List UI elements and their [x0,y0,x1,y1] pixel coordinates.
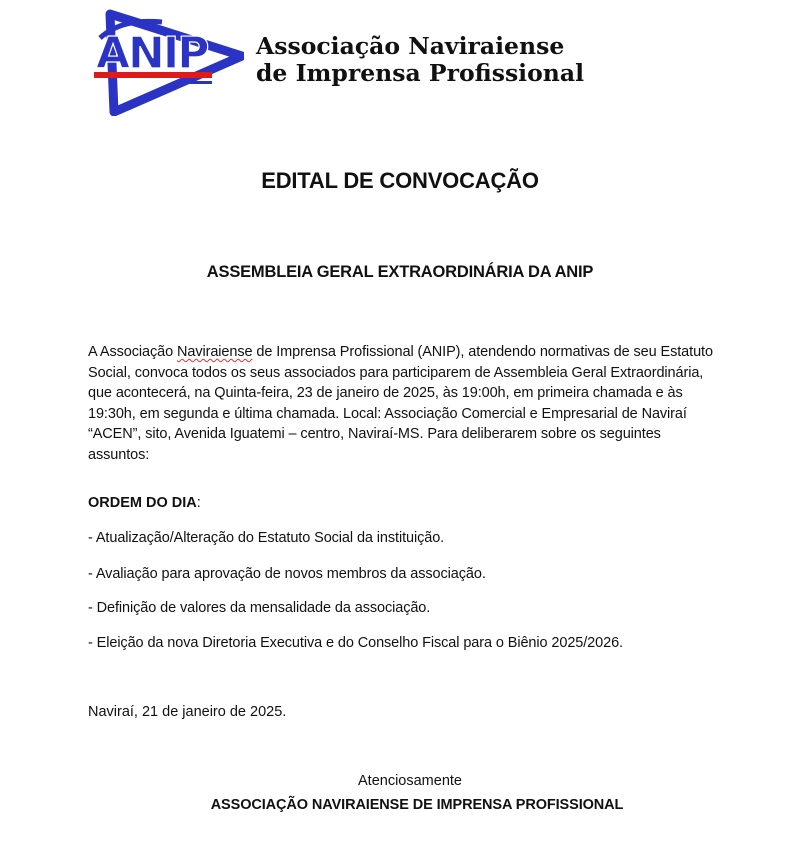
convocation-paragraph [88,342,724,465]
agenda-item: - Eleição da nova Diretoria Executiva e do Conselho Fiscal para o Biênio 2025/2026. [88,635,623,651]
agenda-item: - Definição de valores da mensalidade da associação. [88,600,431,616]
logo-text: ANIP [96,28,208,79]
document-subtitle: ASSEMBLEIA GERAL EXTRAORDINÁRIA DA ANIP [206,263,594,281]
document-title: EDITAL DE CONVOCAÇÃO [261,168,539,193]
organization-name-line-2: de Imprensa Profissional [256,59,585,87]
signature: ASSOCIAÇÃO NAVIRAIENSE DE IMPRENSA PROFISSIONAL [210,797,624,813]
organization-name-line-1: Associação Naviraiense [256,32,565,60]
organization-name [256,33,584,87]
agenda-item: - Avaliação para aprovação de novos membros da associação. [88,566,486,582]
agenda-heading-colon: : [196,495,201,511]
paragraph-start: A Associação [88,344,177,360]
date-line: Naviraí, 21 de janeiro de 2025. [88,704,287,720]
paragraph-rest: de Imprensa Profissional (ANIP), atendendo normativas de seu Estatuto Social, convoca todos os seus associados para participarem de Assembleia Geral Extraordinária, que acontecerá, na Quinta-feira, 23 de janeiro de 2025, às 19:00h, em primeira chamada e às 19:30h, em segunda e última chamada. Local: Associação Comercial e Empresarial de Naviraí “ACEN”, sito, Avenida Iguatemi – centro, Naviraí-MS. Para deliberarem sobre os seguintes assuntos: [88,344,713,463]
closing-salutation: Atenciosamente [358,773,462,789]
agenda-item: - Atualização/Alteração do Estatuto Social da instituição. [88,530,445,546]
agenda-heading-text: ORDEM DO DIA [88,495,197,511]
agenda-heading [88,495,201,511]
spellcheck-flagged-word: Naviraiense [176,344,253,360]
anip-logo-icon [92,8,244,116]
